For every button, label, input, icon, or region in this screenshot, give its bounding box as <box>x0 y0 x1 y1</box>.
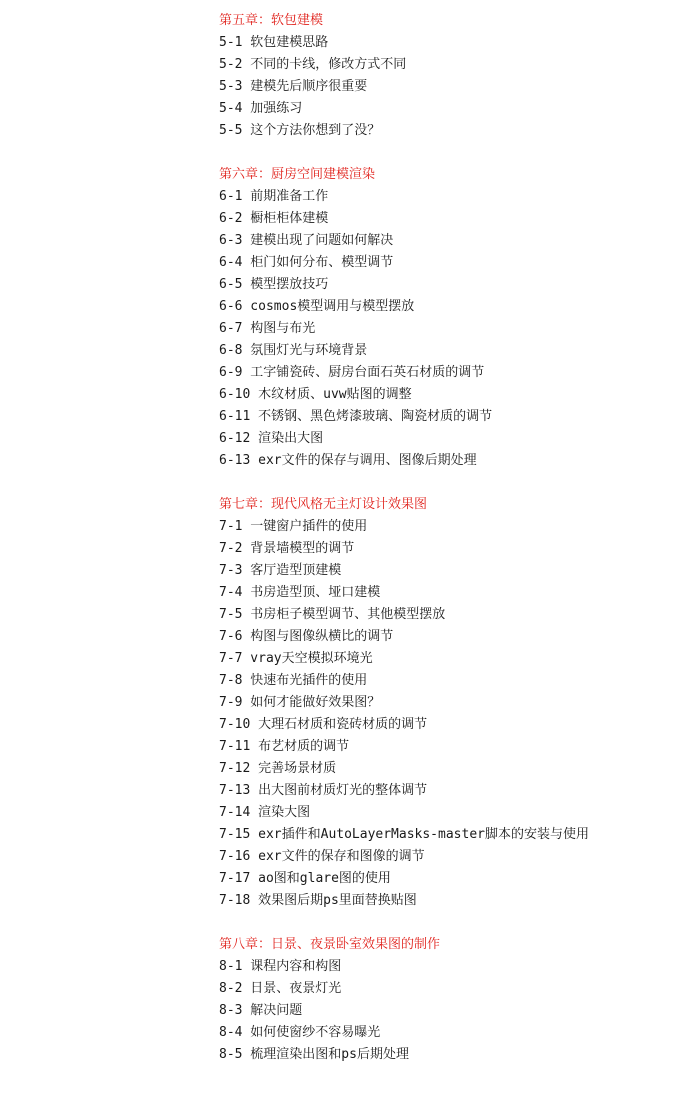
lesson-item[interactable]: 6-8 氛围灯光与环境背景 <box>219 343 368 358</box>
lesson-item[interactable]: 7-3 客厅造型顶建模 <box>219 563 342 578</box>
chapter-title: 第六章：厨房空间建模渲染 <box>219 167 376 182</box>
lesson-item[interactable]: 7-18 效果图后期ps里面替换贴图 <box>219 893 417 908</box>
lesson-item[interactable]: 6-13 exr文件的保存与调用、图像后期处理 <box>219 453 477 468</box>
lesson-item[interactable]: 6-12 渲染出大图 <box>219 431 324 446</box>
chapter-6 <box>219 164 689 472</box>
lesson-item[interactable]: 7-5 书房柜子模型调节、其他模型摆放 <box>219 607 446 622</box>
lesson-list <box>219 956 689 1066</box>
lesson-item[interactable]: 5-5 这个方法你想到了没？ <box>219 123 381 138</box>
lesson-item[interactable]: 6-2 橱柜柜体建模 <box>219 211 329 226</box>
lesson-item[interactable]: 5-2 不同的卡线，修改方式不同 <box>219 57 407 72</box>
lesson-item[interactable]: 6-1 前期准备工作 <box>219 189 329 204</box>
lesson-item[interactable]: 8-3 解决问题 <box>219 1003 303 1018</box>
lesson-item[interactable]: 7-11 布艺材质的调节 <box>219 739 350 754</box>
lesson-item[interactable]: 7-7 vray天空模拟环境光 <box>219 651 373 666</box>
lesson-list <box>219 186 689 472</box>
lesson-item[interactable]: 7-17 ao图和glare图的使用 <box>219 871 391 886</box>
lesson-item[interactable]: 6-6 cosmos模型调用与模型摆放 <box>219 299 415 314</box>
lesson-item[interactable]: 7-14 渲染大图 <box>219 805 311 820</box>
lesson-item[interactable]: 5-3 建模先后顺序很重要 <box>219 79 368 94</box>
course-outline <box>219 10 689 1066</box>
chapter-title: 第七章：现代风格无主灯设计效果图 <box>219 497 428 512</box>
lesson-list <box>219 516 689 912</box>
lesson-item[interactable]: 7-6 构图与图像纵横比的调节 <box>219 629 394 644</box>
lesson-item[interactable]: 7-12 完善场景材质 <box>219 761 337 776</box>
chapter-title: 第八章：日景、夜景卧室效果图的制作 <box>219 937 441 952</box>
lesson-item[interactable]: 6-4 柜门如何分布、模型调节 <box>219 255 394 270</box>
lesson-item[interactable]: 6-5 模型摆放技巧 <box>219 277 329 292</box>
lesson-item[interactable]: 7-1 一键窗户插件的使用 <box>219 519 368 534</box>
lesson-list <box>219 32 689 142</box>
lesson-item[interactable]: 7-9 如何才能做好效果图？ <box>219 695 381 710</box>
lesson-item[interactable]: 5-1 软包建模思路 <box>219 35 329 50</box>
lesson-item[interactable]: 5-4 加强练习 <box>219 101 303 116</box>
lesson-item[interactable]: 7-15 exr插件和AutoLayerMasks-master脚本的安装与使用 <box>219 827 589 842</box>
chapter-8 <box>219 934 689 1066</box>
lesson-item[interactable]: 6-9 工字铺瓷砖、厨房台面石英石材质的调节 <box>219 365 485 380</box>
lesson-item[interactable]: 8-1 课程内容和构图 <box>219 959 342 974</box>
lesson-item[interactable]: 7-16 exr文件的保存和图像的调节 <box>219 849 425 864</box>
lesson-item[interactable]: 7-8 快速布光插件的使用 <box>219 673 368 688</box>
lesson-item[interactable]: 6-7 构图与布光 <box>219 321 316 336</box>
lesson-item[interactable]: 8-2 日景、夜景灯光 <box>219 981 342 996</box>
lesson-item[interactable]: 8-5 梳理渲染出图和ps后期处理 <box>219 1047 409 1062</box>
lesson-item[interactable]: 6-11 不锈钢、黑色烤漆玻璃、陶瓷材质的调节 <box>219 409 493 424</box>
chapter-5 <box>219 10 689 142</box>
lesson-item[interactable]: 7-4 书房造型顶、垭口建模 <box>219 585 381 600</box>
lesson-item[interactable]: 7-10 大理石材质和瓷砖材质的调节 <box>219 717 428 732</box>
chapter-7 <box>219 494 689 912</box>
lesson-item[interactable]: 8-4 如何使窗纱不容易曝光 <box>219 1025 381 1040</box>
lesson-item[interactable]: 6-10 木纹材质、uvw贴图的调整 <box>219 387 412 402</box>
lesson-item[interactable]: 6-3 建模出现了问题如何解决 <box>219 233 394 248</box>
chapter-title: 第五章：软包建模 <box>219 13 324 28</box>
lesson-item[interactable]: 7-2 背景墙模型的调节 <box>219 541 355 556</box>
lesson-item[interactable]: 7-13 出大图前材质灯光的整体调节 <box>219 783 428 798</box>
